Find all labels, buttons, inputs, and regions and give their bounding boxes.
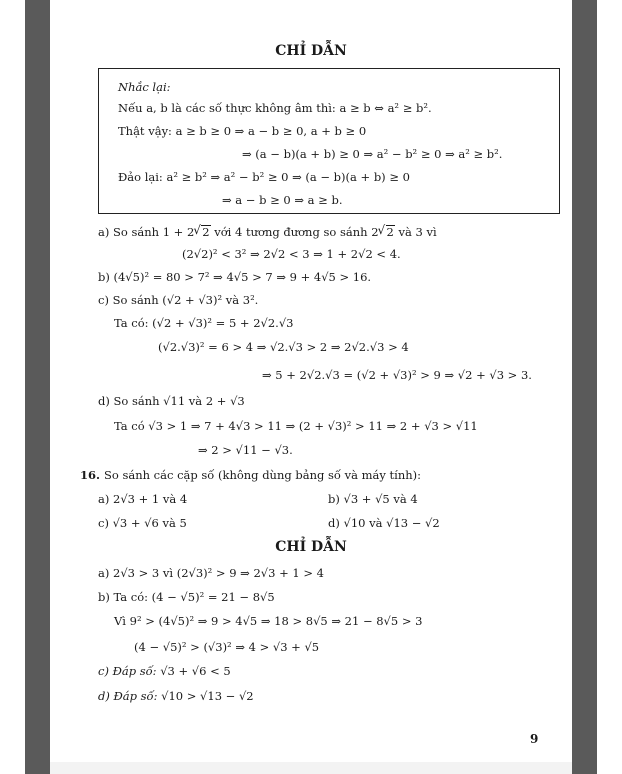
- section-a-label: a) So sánh: [98, 225, 160, 239]
- solution-a: a) 2√3 > 3 vì (2√3)² > 9 ⇒ 2√3 + 1 > 4: [98, 566, 324, 580]
- exercise-16-number: 16.: [80, 468, 101, 482]
- solution-b-line-1: b) Ta có: (4 − √5)² = 21 − 8√5: [98, 590, 275, 604]
- sqrt-2-b: √ 2: [379, 224, 395, 239]
- solution-d: [98, 689, 254, 703]
- solution-c-answer: √3 + √6 < 5: [160, 664, 231, 678]
- exercise-16-prompt: So sánh các cặp số (không dùng bảng số và máy tính):: [104, 468, 422, 482]
- box-line-2: Thật vậy: a ≥ b ≥ 0 ⇒ a − b ≥ 0, a + b ≥ 0: [118, 124, 367, 138]
- document-page: [50, 0, 572, 774]
- box-line-3: ⇒ (a − b)(a + b) ≥ 0 ⇒ a² − b² ≥ 0 ⇒ a² ≥ b².: [242, 147, 503, 161]
- section-d-line-2: Ta có √3 > 1 ⇒ 7 + 4√3 > 11 ⇒ (2 + √3)² > 11 ⇒ 2 + √3 > √11: [114, 419, 478, 433]
- section-c-line-2: Ta có: (√2 + √3)² = 5 + 2√2.√3: [114, 316, 294, 330]
- heading-chi-dan-2: CHỈ DẪN: [275, 539, 347, 555]
- solution-c-label: c) Đáp số:: [98, 664, 157, 678]
- section-d-line-1: d) So sánh √11 và 2 + √3: [98, 394, 245, 408]
- right-dark-margin: [572, 0, 597, 774]
- box-line-1: Nếu a, b là các số thực không âm thì: a ≥ b ⇔ a² ≥ b².: [118, 101, 432, 115]
- section-a-line-2: (2√2)² < 3² ⇒ 2√2 < 3 ⇒ 1 + 2√2 < 4.: [182, 247, 401, 261]
- section-c-line-3: (√2.√3)² = 6 > 4 ⇒ √2.√3 > 2 ⇒ 2√2.√3 > 4: [158, 340, 409, 354]
- solution-c: [98, 664, 231, 678]
- left-dark-margin: [25, 0, 50, 774]
- solution-d-answer: √10 > √13 − √2: [161, 689, 254, 703]
- solution-b-line-3: (4 − √5)² > (√3)² ⇒ 4 > √3 + √5: [134, 640, 320, 654]
- section-c-line-4: ⇒ 5 + 2√2.√3 = (√2 + √3)² > 9 ⇒ √2 + √3 > 3.: [262, 368, 532, 382]
- section-b-line: b) (4√5)² = 80 > 7² ⇒ 4√5 > 7 ⇒ 9 + 4√5 > 16.: [98, 270, 372, 284]
- box-title: Nhắc lại:: [118, 80, 171, 94]
- solution-d-label: d) Đáp số:: [98, 689, 158, 703]
- solution-b-line-2: Vì 9² > (4√5)² ⇒ 9 > 4√5 ⇒ 18 > 8√5 ⇒ 21 − 8√5 > 3: [114, 614, 423, 628]
- exercise-16-b: b) √3 + √5 và 4: [328, 492, 418, 506]
- exercise-16-d: d) √10 và √13 − √2: [328, 516, 440, 530]
- section-d-line-3: ⇒ 2 > √11 − √3.: [198, 443, 293, 457]
- box-line-5: ⇒ a − b ≥ 0 ⇒ a ≥ b.: [222, 193, 343, 207]
- exercise-16-a: a) 2√3 + 1 và 4: [98, 492, 188, 506]
- section-c-line-1: c) So sánh (√2 + √3)² và 3².: [98, 293, 259, 307]
- page-number: 9: [530, 732, 539, 746]
- exercise-16-c: c) √3 + √6 và 5: [98, 516, 187, 530]
- sqrt-2-a: √ 2: [194, 224, 210, 239]
- section-a-expr: 1 + 2: [162, 225, 195, 239]
- section-a-text-end: và 3 vì: [398, 225, 437, 239]
- section-a-line-1: a) So sánh 1 + 2√ 2 với 4 tương đương so sánh 2√ 2 và 3 vì: [98, 224, 437, 239]
- section-a-text: với 4 tương đương so sánh: [214, 225, 368, 239]
- box-line-4: Đảo lại: a² ≥ b² ⇒ a² − b² ≥ 0 ⇒ (a − b)(a + b) ≥ 0: [118, 170, 410, 184]
- heading-chi-dan-1: CHỈ DẪN: [275, 43, 347, 59]
